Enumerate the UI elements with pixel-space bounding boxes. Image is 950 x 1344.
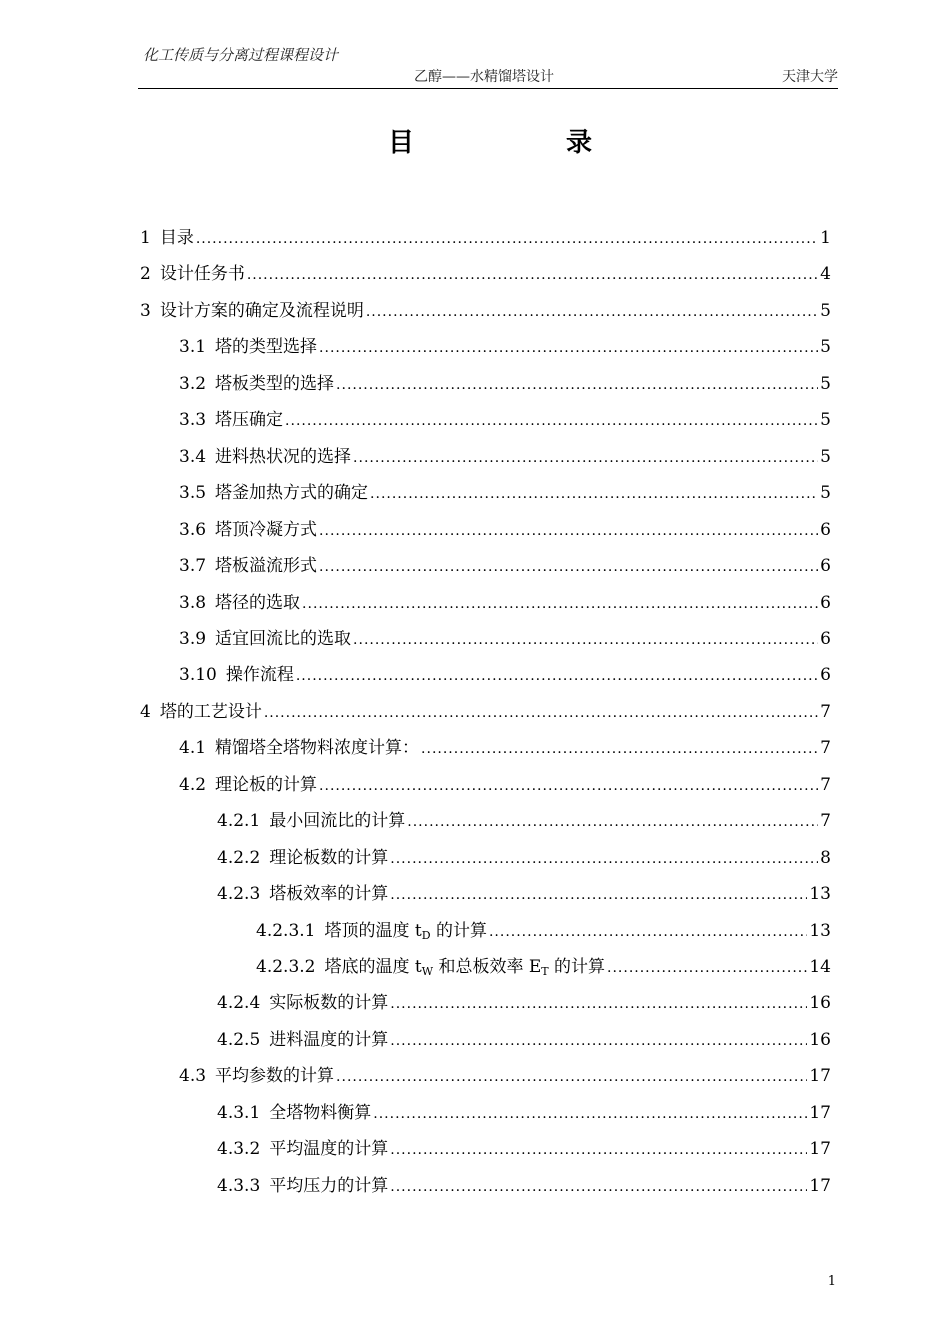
toc-entry-number: 4.3.2 [217, 1139, 261, 1160]
toc-entry-label: 塔底的温度 $t_W$ 和总板效率 $E_T$ 的计算 [324, 957, 606, 978]
toc-entry-label: 塔板类型的选择 [215, 373, 335, 394]
toc-entry-label: 塔顶冷凝方式 [215, 519, 318, 540]
toc-leader-dots [373, 1106, 807, 1122]
toc-entry-number: 3 [140, 300, 151, 321]
toc-entry-label: 塔的类型选择 [215, 337, 318, 358]
toc-entry[interactable] [179, 588, 831, 614]
toc-entry[interactable] [140, 223, 831, 249]
toc-entry-label: 塔板效率的计算 [269, 884, 389, 905]
toc-entry-page: 1 [820, 228, 831, 248]
toc-entry-label: 目录 [159, 228, 194, 248]
toc-leader-dots [390, 1033, 807, 1049]
toc-entry-label: 进料温度的计算 [269, 1029, 389, 1050]
toc-entry-number: 3.6 [179, 519, 207, 540]
toc-entry-page: 17 [809, 1139, 831, 1160]
toc-leader-dots [370, 486, 818, 502]
toc-entry-number: 4.2.5 [217, 1029, 261, 1050]
toc-leader-dots [489, 924, 807, 940]
toc-leader-dots [319, 559, 818, 575]
toc-entry-page: 6 [820, 628, 831, 649]
toc-entry-label: 设计任务书 [159, 264, 245, 285]
toc-entry-label: 平均温度的计算 [269, 1139, 389, 1160]
toc-entry-page: 6 [820, 592, 831, 613]
toc-leader-dots [319, 778, 818, 794]
toc-entry-number: 1 [140, 228, 151, 248]
toc-leader-dots [390, 996, 807, 1012]
toc-entry[interactable] [140, 697, 831, 723]
toc-entry-number: 4 [140, 701, 151, 722]
toc-entry-number: 4.2 [179, 774, 207, 795]
toc-entry[interactable] [140, 259, 831, 285]
toc-leader-dots [319, 523, 818, 539]
toc-entry-number: 3.3 [179, 410, 207, 431]
toc-entry[interactable] [217, 806, 831, 832]
toc-entry[interactable] [217, 1025, 831, 1051]
page-title-char-2: 录 [566, 128, 593, 158]
toc-entry[interactable] [179, 660, 831, 686]
toc-entry-number: 4.2.4 [217, 993, 261, 1014]
toc-entry-label: 塔顶的温度 $t_D$ 的计算 [324, 920, 487, 942]
toc-entry-page: 7 [820, 738, 831, 759]
header-rule [138, 88, 838, 89]
toc-entry-number: 3.9 [179, 628, 207, 649]
toc-entry-page: 7 [820, 774, 831, 795]
toc-entry[interactable] [217, 1171, 831, 1197]
toc-entry-page: 14 [809, 957, 831, 977]
toc-entry[interactable] [217, 879, 831, 905]
toc-entry[interactable] [217, 843, 831, 869]
toc-entry-label: 平均参数的计算 [215, 1066, 335, 1087]
footer-page-number: 1 [827, 1274, 836, 1289]
toc-entry-number: 4.3.1 [217, 1102, 261, 1123]
toc-entry-number: 4.2.2 [217, 847, 261, 868]
toc-entry-page: 5 [820, 373, 831, 394]
toc-entry-number: 3.2 [179, 373, 207, 394]
toc-entry-label: 理论板数的计算 [269, 847, 389, 868]
toc-leader-dots [336, 1069, 807, 1085]
toc-entry-label: 塔压确定 [215, 410, 284, 431]
toc-entry-label: 全塔物料衡算 [269, 1102, 372, 1123]
toc-entry-page: 8 [820, 847, 831, 868]
toc-leader-dots [264, 705, 818, 721]
toc-leader-dots [285, 413, 818, 429]
toc-leader-dots [302, 596, 818, 612]
header-document-title: 乙醇——水精馏塔设计 [414, 69, 554, 85]
toc-entry-page: 17 [809, 1102, 831, 1123]
toc-entry-page: 13 [809, 884, 831, 905]
toc-leader-dots [366, 304, 818, 320]
toc-leader-dots [196, 231, 818, 247]
toc-entry-page: 16 [809, 1029, 831, 1050]
toc-leader-dots [247, 267, 818, 283]
toc-entry-number: 3.1 [179, 337, 207, 358]
toc-entry-label: 适宜回流比的选取 [215, 628, 352, 649]
toc-leader-dots [390, 851, 818, 867]
toc-entry[interactable] [217, 988, 831, 1014]
toc-leader-dots [421, 741, 818, 757]
toc-entry[interactable] [140, 296, 831, 322]
toc-entry-page: 5 [820, 337, 831, 358]
toc-entry-label: 实际板数的计算 [269, 993, 389, 1014]
toc-entry-page: 5 [820, 300, 831, 321]
toc-entry-number: 4.2.3 [217, 884, 261, 905]
toc-entry-page: 16 [809, 993, 831, 1014]
toc-entry[interactable] [179, 770, 831, 796]
toc-entry-label: 最小回流比的计算 [269, 811, 406, 832]
toc-entry-label: 精馏塔全塔物料浓度计算： [215, 738, 420, 759]
toc-entry-number: 3.8 [179, 592, 207, 613]
toc-entry-page: 17 [809, 1175, 831, 1196]
toc-entry-label: 平均压力的计算 [269, 1175, 389, 1196]
toc-entry[interactable] [217, 1134, 831, 1160]
toc-entry-label: 塔釜加热方式的确定 [215, 483, 369, 504]
toc-leader-dots [296, 668, 818, 684]
toc-entry[interactable] [256, 916, 831, 942]
toc-entry-page: 7 [820, 701, 831, 722]
toc-leader-dots [353, 450, 818, 466]
toc-entry-page: 13 [809, 920, 831, 941]
toc-entry[interactable] [217, 1098, 831, 1124]
toc-entry-page: 5 [820, 446, 831, 467]
toc-leader-dots [390, 1142, 807, 1158]
toc-entry-page: 6 [820, 665, 831, 686]
toc-entry-label: 塔板溢流形式 [215, 556, 318, 577]
toc-entry[interactable] [179, 369, 831, 395]
toc-entry[interactable] [256, 952, 831, 978]
toc-entry-number: 4.2.3.2 [256, 957, 316, 977]
toc-entry-number: 4.3.3 [217, 1175, 261, 1196]
toc-leader-dots [407, 814, 818, 830]
toc-leader-dots [390, 1179, 807, 1195]
toc-entry[interactable] [179, 733, 831, 759]
toc-entry-number: 4.1 [179, 738, 207, 759]
toc-entry-page: 6 [820, 556, 831, 577]
toc-leader-dots [607, 960, 807, 976]
toc-entry-page: 5 [820, 483, 831, 504]
toc-entry-page: 5 [820, 410, 831, 431]
page-title [0, 122, 950, 162]
toc-entry-number: 4.2.1 [217, 811, 261, 832]
toc-entry-number: 3.4 [179, 446, 207, 467]
toc-entry[interactable] [179, 551, 831, 577]
toc-entry-number: 4.2.3.1 [256, 920, 316, 941]
header-university: 天津大学 [782, 69, 838, 85]
toc-entry-label: 塔的工艺设计 [159, 701, 262, 722]
toc-entry[interactable] [179, 515, 831, 541]
toc-entry[interactable] [179, 405, 831, 431]
toc-entry-page: 7 [820, 811, 831, 832]
toc-entry[interactable] [179, 624, 831, 650]
toc-entry-number: 2 [140, 264, 151, 285]
header-course-title: 化工传质与分离过程课程设计 [143, 46, 339, 64]
toc-leader-dots [319, 340, 818, 356]
toc-entry-number: 4.3 [179, 1066, 207, 1087]
toc-entry-label: 操作流程 [225, 665, 294, 686]
toc-entry-label: 塔径的选取 [215, 592, 301, 613]
toc-leader-dots [390, 887, 807, 903]
toc-entry-label: 理论板的计算 [215, 774, 318, 795]
toc-entry-label: 进料热状况的选择 [215, 446, 352, 467]
toc-entry[interactable] [179, 1061, 831, 1087]
page-title-char-1: 目 [388, 128, 415, 158]
toc-leader-dots [353, 632, 818, 648]
toc-entry-number: 3.5 [179, 483, 207, 504]
toc-entry-page: 6 [820, 519, 831, 540]
toc-leader-dots [336, 377, 818, 393]
toc-entry-number: 3.7 [179, 556, 207, 577]
toc-entry[interactable] [179, 332, 831, 358]
toc-entry[interactable] [179, 478, 831, 504]
toc-entry-label: 设计方案的确定及流程说明 [159, 300, 364, 321]
toc-entry-page: 17 [809, 1066, 831, 1087]
toc-entry-page: 4 [820, 264, 831, 285]
toc-entry-number: 3.10 [179, 665, 217, 686]
toc-entry[interactable] [179, 442, 831, 468]
